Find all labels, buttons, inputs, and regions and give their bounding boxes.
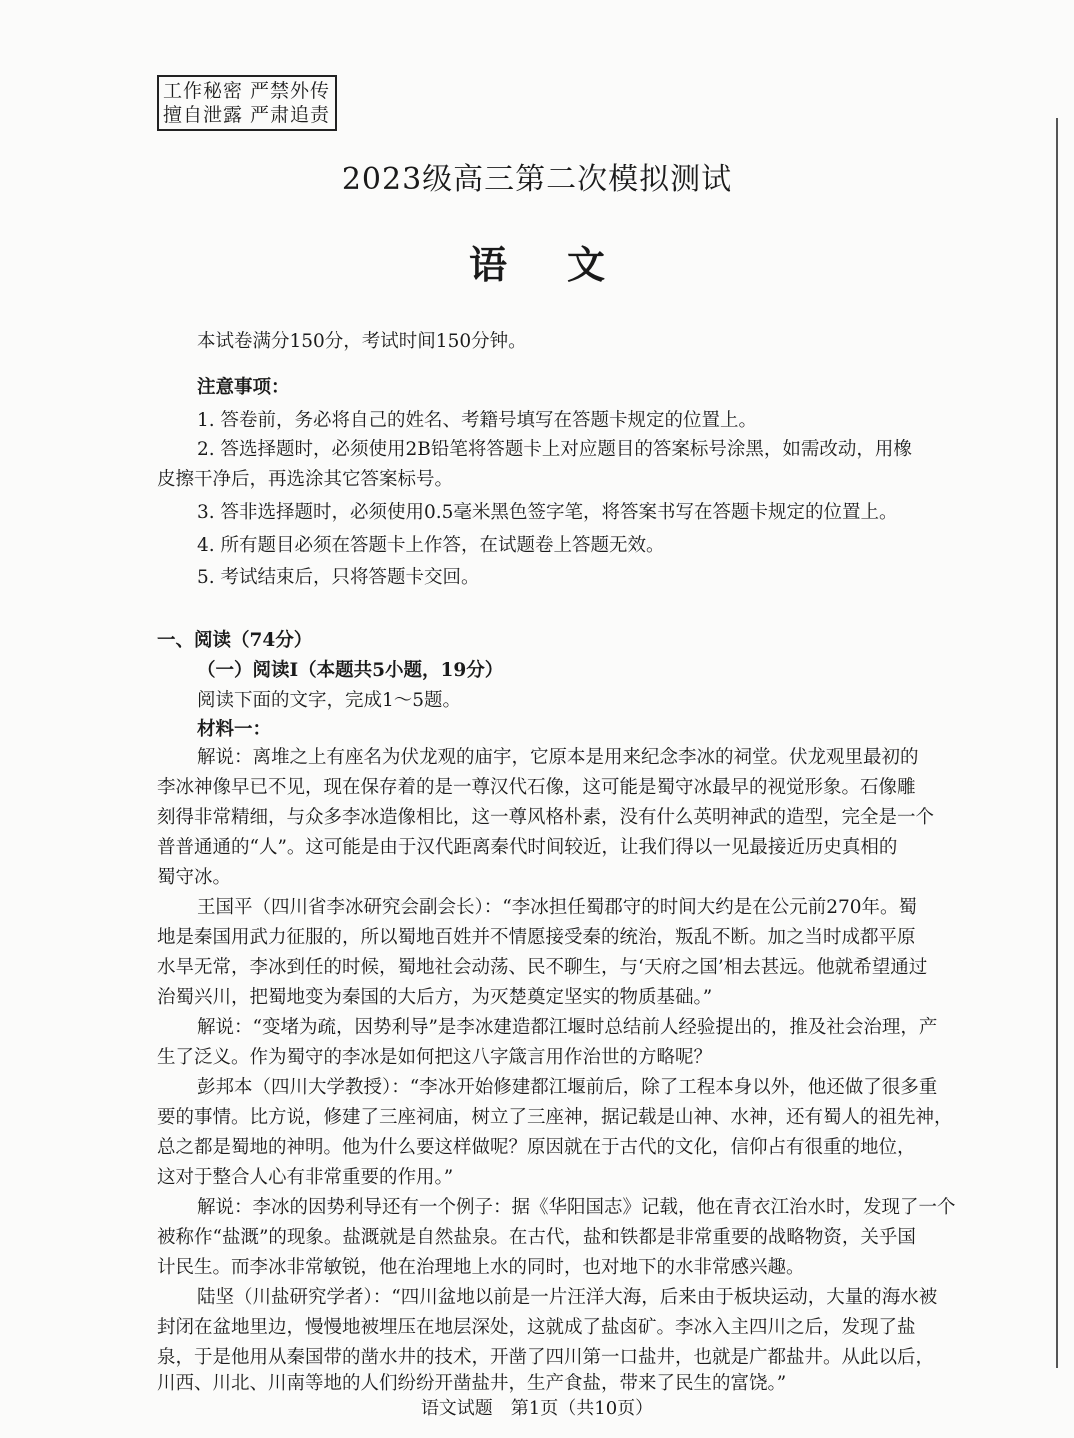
confidential-stamp xyxy=(157,75,337,131)
passage-line: 解说：李冰的因势利导还有一个例子：据《华阳国志》记载，他在青衣江治水时，发现了一个 xyxy=(197,1197,956,1218)
passage-line: 普普通通的“人”。这可能是由于汉代距离秦代时间较近，让我们得以一见最接近历史真相的 xyxy=(157,837,898,858)
passage-line: 地是秦国用武力征服的，所以蜀地百姓并不情愿接受秦的统治，叛乱不断。加之当时成都平原 xyxy=(157,927,916,948)
passage-line: 这对于整合人心有非常重要的作用。” xyxy=(157,1167,454,1188)
notice-item: 5. 考试结束后，只将答题卡交回。 xyxy=(197,567,480,588)
notice-heading: 注意事项： xyxy=(197,377,290,398)
page-edge-rule xyxy=(1056,118,1058,1368)
notice-item: 4. 所有题目必须在答题卡上作答，在试题卷上答题无效。 xyxy=(197,535,665,556)
notice-item: 1. 答卷前，务必将自己的姓名、考籍号填写在答题卡规定的位置上。 xyxy=(197,410,758,431)
passage-line: 陆坚（川盐研究学者）：“四川盆地以前是一片汪洋大海，后来由于板块运动，大量的海水被 xyxy=(197,1287,938,1308)
passage-line: 彭邦本（四川大学教授）：“李冰开始修建都江堰前后，除了工程本身以外，他还做了很多重 xyxy=(197,1077,938,1098)
section-subheading: （一）阅读Ⅰ（本题共5小题，19分） xyxy=(197,660,504,681)
passage-line: 治蜀兴川，把蜀地变为秦国的大后方，为灭楚奠定坚实的物质基础。” xyxy=(157,987,713,1008)
stamp-line-2: 擅自泄露 严肃追责 xyxy=(163,104,331,126)
passage-line: 总之都是蜀地的神明。他为什么要这样做呢？原因就在于古代的文化，信仰占有很重的地位， xyxy=(157,1137,916,1158)
passage-line: 川西、川北、川南等地的人们纷纷开凿盐井，生产食盐，带来了民生的富饶。” xyxy=(157,1373,787,1394)
passage-line: 被称作“盐溉”的现象。盐溉就是自然盐泉。在古代，盐和铁都是非常重要的战略物资，关乎国 xyxy=(157,1227,916,1248)
passage-line: 计民生。而李冰非常敏锐，他在治理地上水的同时，也对地下的水非常感兴趣。 xyxy=(157,1257,805,1278)
passage-line: 水旱无常，李冰到任的时候，蜀地社会动荡、民不聊生，与‘天府之国’相去甚远。他就希望通过 xyxy=(157,957,928,978)
subject-title: 语文 xyxy=(468,243,665,287)
passage-line: 解说：离堆之上有座名为伏龙观的庙宇，它原本是用来纪念李冰的祠堂。伏龙观里最初的 xyxy=(197,747,919,768)
passage-line: 刻得非常精细，与众多李冰造像相比，这一尊风格朴素，没有什么英明神武的造型，完全是一个 xyxy=(157,807,935,828)
exam-intro: 本试卷满分150分，考试时间150分钟。 xyxy=(197,331,527,352)
passage-line: 解说：“变堵为疏，因势利导”是李冰建造都江堰时总结前人经验提出的，推及社会治理，产 xyxy=(197,1017,938,1038)
notice-item: 3. 答非选择题时，必须使用0.5毫米黑色签字笔，将答案书写在答题卡规定的位置上。 xyxy=(197,502,898,523)
passage-line: 李冰神像早已不见，现在保存着的是一尊汉代石像，这可能是蜀守冰最早的视觉形象。石像雕 xyxy=(157,777,916,798)
passage-line: 泉，于是他用从秦国带的凿水井的技术，开凿了四川第一口盐井，也就是广都盐井。从此以后， xyxy=(157,1347,935,1368)
stamp-line-1: 工作秘密 严禁外传 xyxy=(163,80,331,102)
passage-line: 王国平（四川省李冰研究会副会长）：“李冰担任蜀郡守的时间大约是在公元前270年。蜀 xyxy=(197,897,918,918)
page-footer: 语文试题 第1页（共10页） xyxy=(420,1398,654,1419)
passage-line: 蜀守冰。 xyxy=(157,867,232,888)
passage-line: 生了泛义。作为蜀守的李冰是如何把这八字箴言用作治世的方略呢？ xyxy=(157,1047,713,1068)
section-instruction: 阅读下面的文字，完成1～5题。 xyxy=(197,690,462,711)
notice-item: 皮擦干净后，再选涂其它答案标号。 xyxy=(157,469,454,490)
notice-item: 2. 答选择题时，必须使用2B铅笔将答题卡上对应题目的答案标号涂黑，如需改动，用橡 xyxy=(197,439,912,460)
material-label: 材料一： xyxy=(197,719,272,740)
passage-line: 要的事情。比方说，修建了三座祠庙，树立了三座神，据记载是山神、水神，还有蜀人的祖先神， xyxy=(157,1107,953,1128)
exam-title: 2023级高三第二次模拟测试 xyxy=(341,162,733,197)
section-heading: 一、阅读（74分） xyxy=(157,630,313,651)
passage-line: 封闭在盆地里边，慢慢地被埋压在地层深处，这就成了盐卤矿。李冰入主四川之后，发现了盐 xyxy=(157,1317,916,1338)
